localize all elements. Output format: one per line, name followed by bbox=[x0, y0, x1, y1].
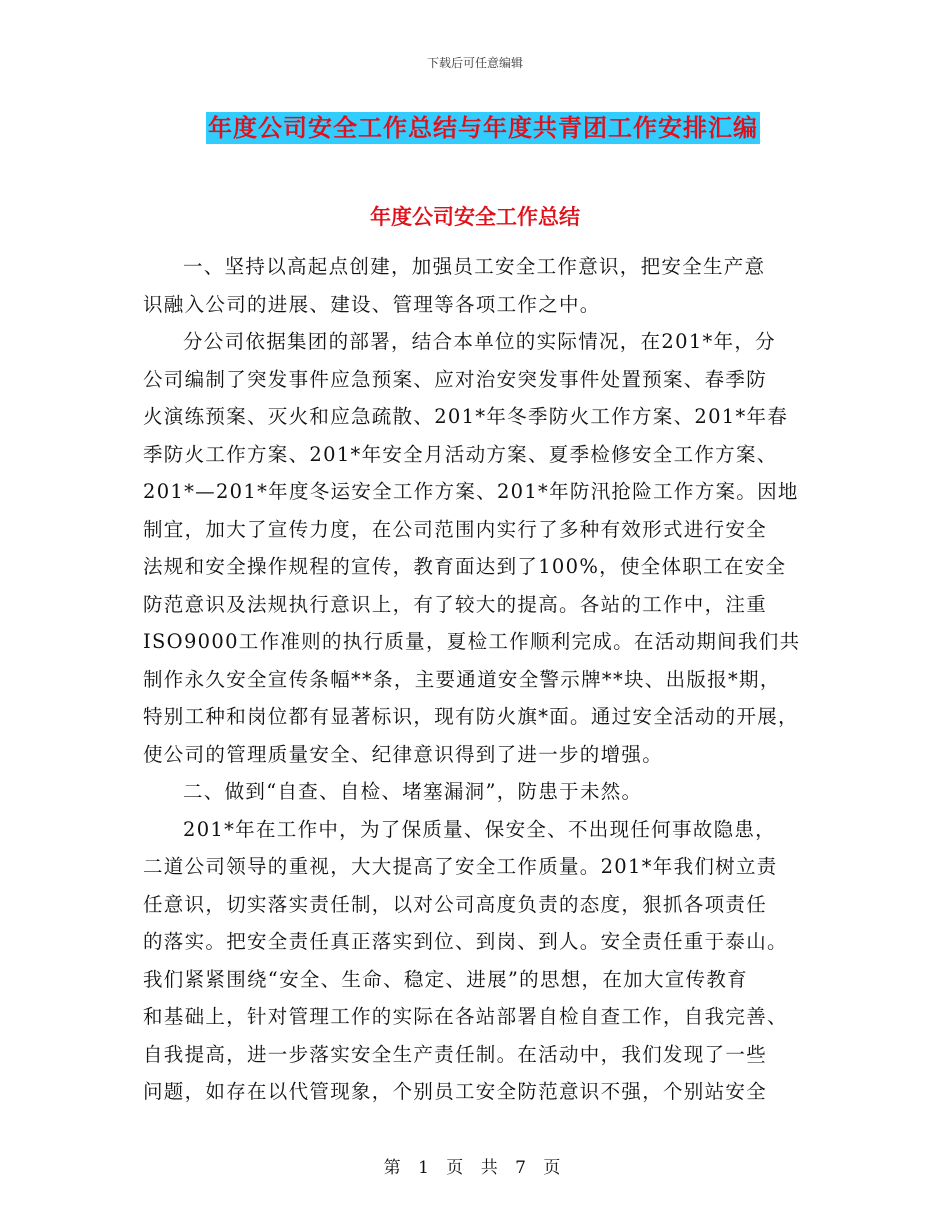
paragraph-line: 任意识，切实落实责任制，以对公司高度负责的态度，狠抓各项责任 bbox=[143, 892, 768, 916]
paragraph-line: 二道公司领导的重视，大大提高了安全工作质量。201*年我们树立责 bbox=[143, 855, 778, 878]
paragraph-line: 防范意识及法规执行意识上，有了较大的提高。各站的工作中，注重 bbox=[143, 592, 768, 616]
paragraph-line: 制宜，加大了宣传力度，在公司范围内实行了多种有效形式进行安全 bbox=[143, 517, 768, 541]
main-title-container bbox=[206, 112, 790, 144]
paragraph-line: 特别工种和岗位都有显著标识，现有防火旗*面。通过安全活动的开展， bbox=[143, 705, 799, 728]
paragraph-line: 季防火工作方案、201*年安全月活动方案、夏季检修安全工作方案、 bbox=[143, 442, 778, 466]
paragraph-line: 二、做到“自查、自检、堵塞漏洞”，防患于未然。 bbox=[183, 780, 643, 803]
paragraph-line: 制作永久安全宣传条幅**条，主要通道安全警示牌**块、出版报*期， bbox=[143, 667, 781, 691]
paragraph-line: 法规和安全操作规程的宣传，教育面达到了100%，使全体职工在安全 bbox=[143, 555, 787, 578]
paragraph-line: 的落实。把安全责任真正落实到位、到岗、到人。安全责任重于泰山。 bbox=[143, 930, 788, 953]
page-footer: 第 1 页 共 7 页 bbox=[383, 1158, 567, 1178]
paragraph-line: 我们紧紧围绕“安全、生命、稳定、进展”的思想，在加大宣传教育 bbox=[143, 967, 748, 991]
header-note: 下载后可任意编辑 bbox=[426, 56, 523, 70]
paragraph-line: 识融入公司的进展、建设、管理等各项工作之中。 bbox=[143, 292, 601, 316]
paragraph-line: 分公司依据集团的部署，结合本单位的实际情况，在201*年，分 bbox=[183, 330, 776, 353]
paragraph-line: 问题，如存在以代管现象，个别员工安全防范意识不强，个别站安全 bbox=[143, 1080, 768, 1103]
paragraph-line: 201*年在工作中，为了保质量、保安全、不出现任何事故隐患， bbox=[183, 817, 776, 841]
paragraph-line: ISO9000工作准则的执行质量，夏检工作顺利完成。在活动期间我们共 bbox=[143, 630, 801, 653]
paragraph-line: 火演练预案、灭火和应急疏散、201*年冬季防火工作方案、201*年春 bbox=[143, 405, 789, 428]
paragraph-line: 自我提高，进一步落实安全生产责任制。在活动中，我们发现了一些 bbox=[143, 1042, 768, 1066]
main-title: 年度公司安全工作总结与年度共青团工作安排汇编 bbox=[208, 114, 758, 142]
paragraph-line: 一、坚持以高起点创建，加强员工安全工作意识，把安全生产意 bbox=[183, 255, 766, 278]
body-text bbox=[143, 248, 813, 1111]
paragraph-line: 201*—201*年度冬运安全工作方案、201*年防汛抢险工作方案。因地 bbox=[143, 480, 799, 503]
paragraph-line: 使公司的管理质量安全、纪律意识得到了进一步的增强。 bbox=[143, 742, 664, 766]
section-title: 年度公司安全工作总结 bbox=[370, 205, 580, 229]
paragraph-line: 公司编制了突发事件应急预案、应对治安突发事件处置预案、春季防 bbox=[143, 367, 768, 391]
paragraph-line: 和基础上，针对管理工作的实际在各站部署自检自查工作，自我完善、 bbox=[143, 1005, 788, 1028]
